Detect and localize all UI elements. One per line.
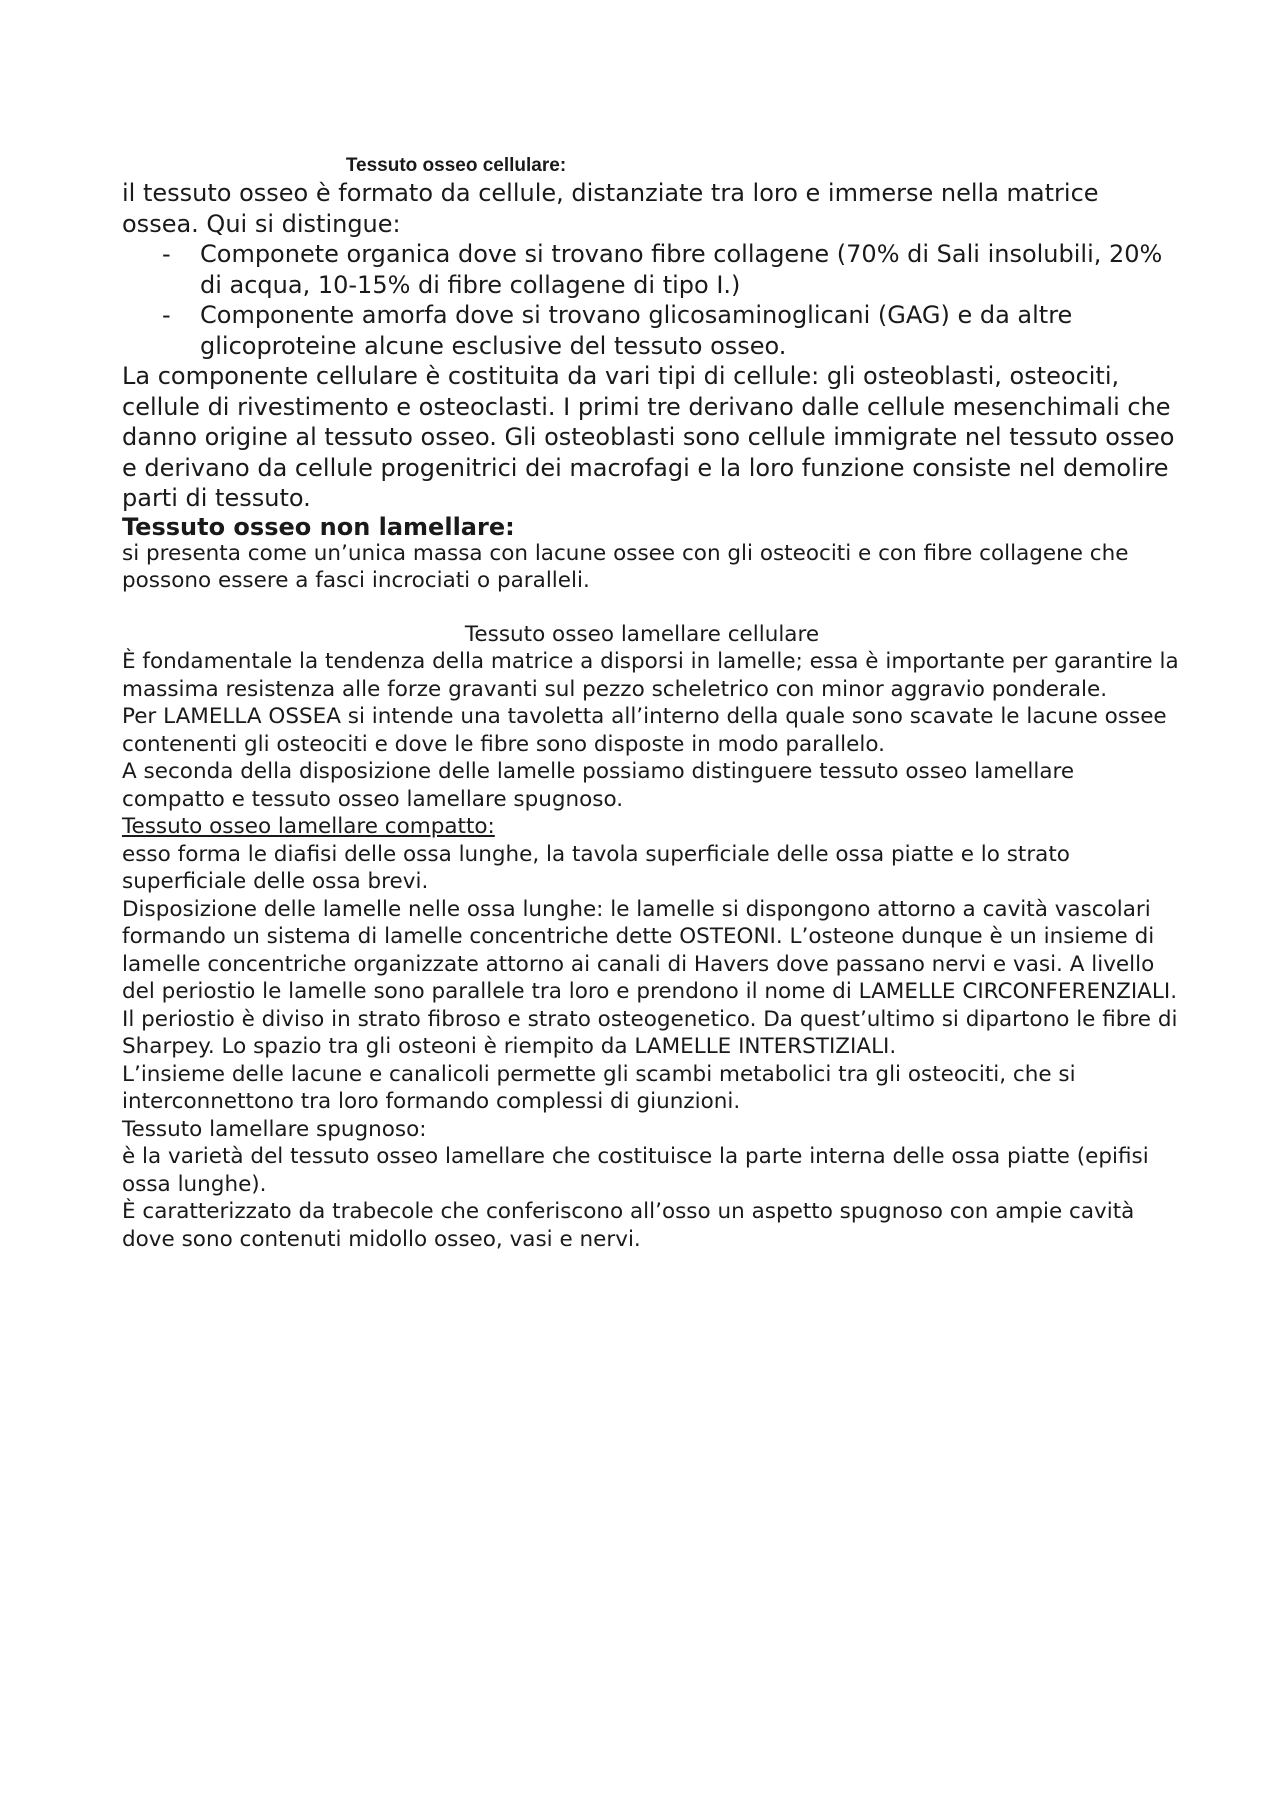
compact-paragraph-2: Disposizione delle lamelle nelle ossa lunghe: le lamelle si dispongono attorno a cavità vascolari formando un sistema di lamelle concentriche dette OSTEONI. L’osteone dunque è un insieme di lamelle concentriche organizzate attorno ai canali di Havers dove passano nervi e vasi. A livello del periostio le lamelle sono parallele tra loro e prendono il nome di LAMELLE CIRCONFERENZIALI. bbox=[122, 896, 1178, 1004]
lamellar-heading: Tessuto osseo lamellare cellulare bbox=[464, 621, 820, 647]
bullet-text: Componete organica dove si trovano fibre collagene (70% di Sali insolubili, 20% di acqua, 10-15% di fibre collagene di tipo I.) bbox=[200, 240, 1163, 299]
spongy-paragraph-2: È caratterizzato da trabecole che conferiscono all’osso un aspetto spugnoso con ampie cavità dove sono contenuti midollo osseo, vasi e nervi. bbox=[122, 1199, 1135, 1252]
compact-paragraph-4: L’insieme delle lacune e canalicoli permette gli scambi metabolici tra gli osteociti, che si interconnettono tra loro formando complessi di giunzioni. bbox=[122, 1061, 1076, 1114]
intro-section bbox=[122, 178, 1182, 514]
spongy-heading: Tessuto lamellare spugnoso: bbox=[122, 1116, 427, 1142]
compact-paragraph-1: esso forma le diafisi delle ossa lunghe, la tavola superficiale delle ossa piatte e lo strato superficiale delle ossa brevi. bbox=[122, 841, 1070, 894]
bullet-item bbox=[122, 239, 1182, 300]
bullet-marker: - bbox=[162, 301, 171, 329]
cellular-paragraph: La componente cellulare è costituita da vari tipi di cellule: gli osteoblasti, osteociti, cellule di rivestimento e osteoclasti. I primi tre derivano dalle cellule mesenchimali che danno origine al tessuto osseo. Gli osteoblasti sono cellule immigrate nel tessuto osseo e derivano da cellule progenitrici dei macrofagi e la loro funzione consiste nel demolire parti di tessuto. bbox=[122, 362, 1175, 512]
blank-line bbox=[122, 595, 1182, 621]
document-title: Tessuto osseo cellulare: bbox=[345, 155, 567, 176]
bullet-marker: - bbox=[162, 240, 171, 268]
document-page bbox=[122, 154, 1182, 1253]
intro-paragraph: il tessuto osseo è formato da cellule, distanziate tra loro e immerse nella matrice ossea. Qui si distingue: bbox=[122, 179, 1099, 238]
non-lamellar-paragraph: si presenta come un’unica massa con lacune ossee con gli osteociti e con fibre collagene che possono essere a fasci incrociati o paralleli. bbox=[122, 540, 1129, 593]
lamellar-paragraph-3: A seconda della disposizione delle lamelle possiamo distinguere tessuto osseo lamellare compatto e tessuto osseo lamellare spugnoso. bbox=[122, 759, 1075, 812]
compact-paragraph-3: Il periostio è diviso in strato fibroso e strato osteogenetico. Da quest’ultimo si dipartono le fibre di Sharpey. Lo spazio tra gli osteoni è riempito da LAMELLE INTERSTIZIALI. bbox=[122, 1006, 1178, 1059]
compact-heading: Tessuto osseo lamellare compatto: bbox=[122, 814, 495, 839]
bullet-item bbox=[122, 300, 1182, 361]
spongy-paragraph-1: è la varietà del tessuto osseo lamellare che costituisce la parte interna delle ossa piatte (epifisi ossa lunghe). bbox=[122, 1144, 1149, 1197]
bullet-text: Componente amorfa dove si trovano glicosaminoglicani (GAG) e da altre glicoproteine alcune esclusive del tessuto osseo. bbox=[200, 301, 1073, 360]
body-section bbox=[122, 540, 1182, 1254]
lamellar-paragraph-1: È fondamentale la tendenza della matrice a disporsi in lamelle; essa è importante per garantire la massima resistenza alle forze gravanti sul pezzo scheletrico con minor aggravio ponderale. bbox=[122, 649, 1179, 702]
lamellar-paragraph-2: Per LAMELLA OSSEA si intende una tavoletta all’interno della quale sono scavate le lacune ossee contenenti gli osteociti e dove le fibre sono disposte in modo parallelo. bbox=[122, 704, 1167, 757]
non-lamellar-heading: Tessuto osseo non lamellare: bbox=[122, 512, 515, 541]
bullet-list bbox=[122, 239, 1182, 361]
